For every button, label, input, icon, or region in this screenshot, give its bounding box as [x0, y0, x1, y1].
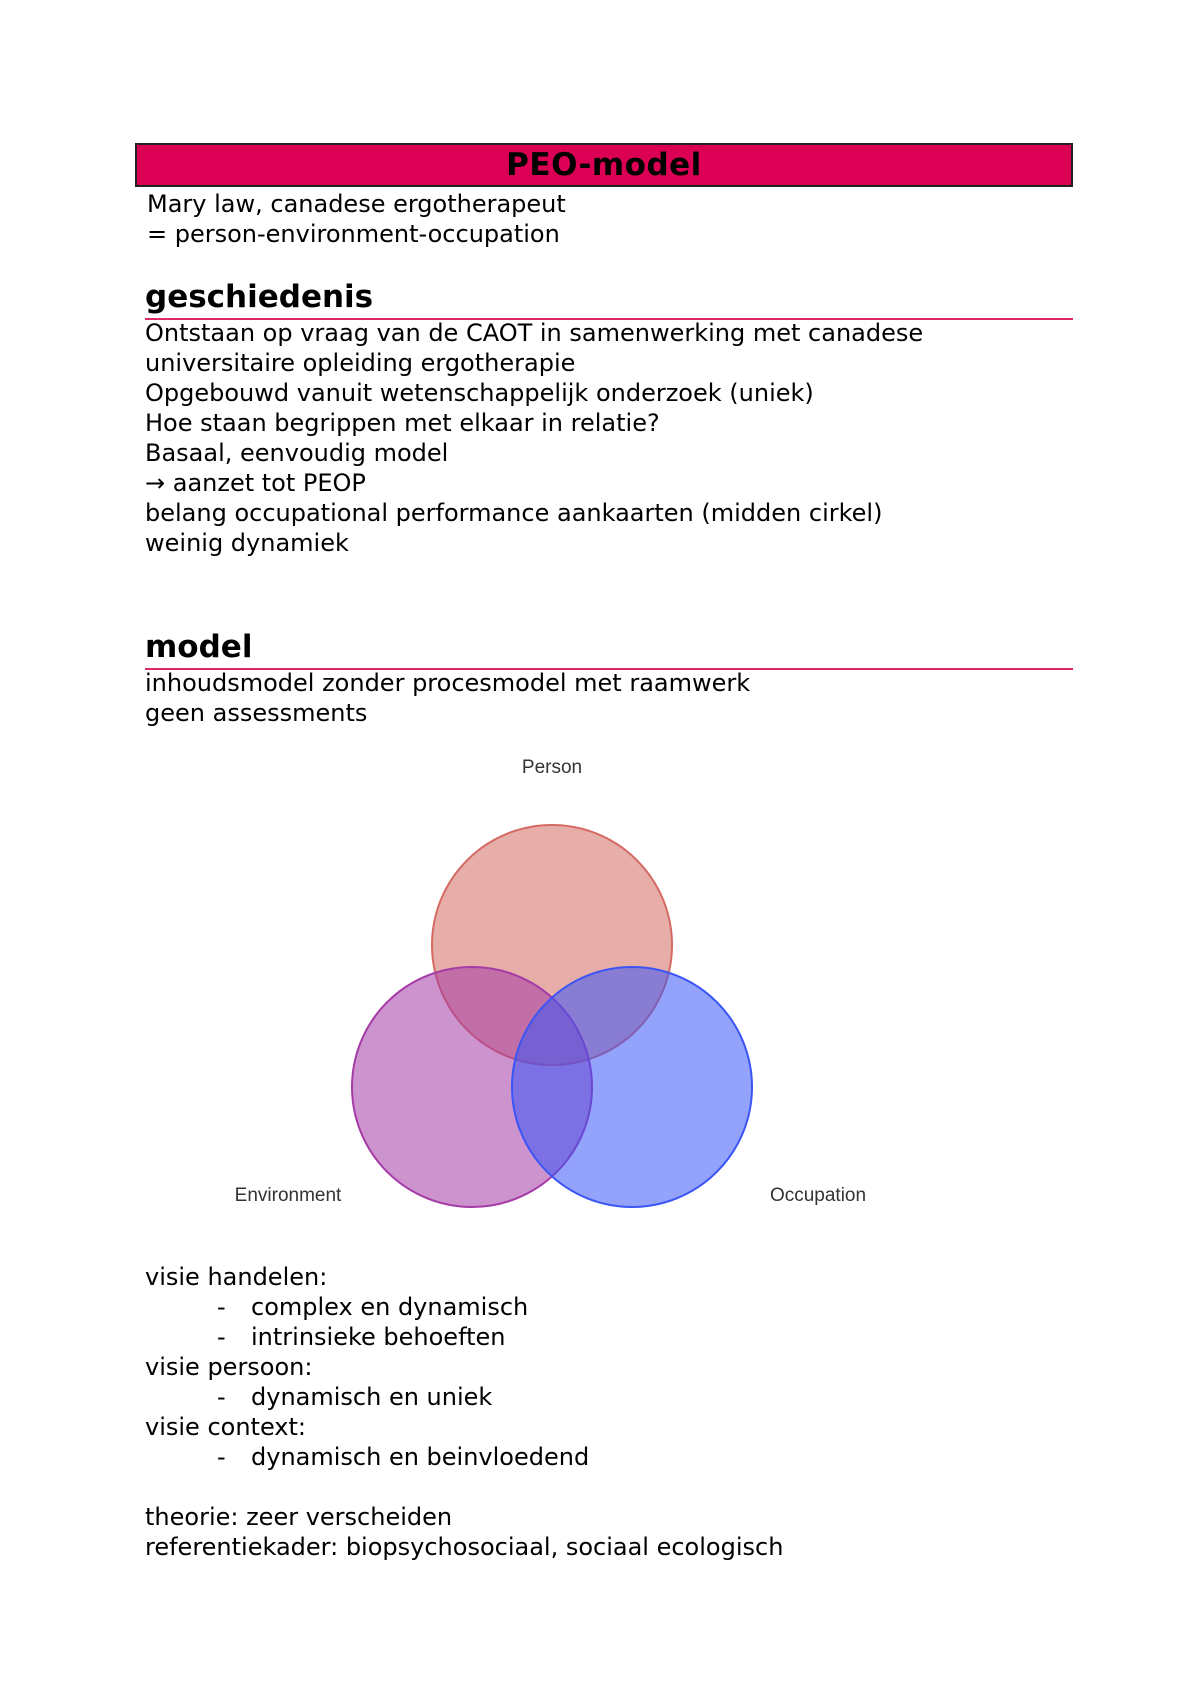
bullet-dash: - [217, 1443, 226, 1471]
vision-bullet [145, 1382, 783, 1412]
vision-bullet [145, 1442, 783, 1472]
history-line: Opgebouwd vanuit wetenschappelijk onderzoek (uniek) [145, 379, 814, 407]
title-bar [135, 143, 1073, 187]
occupation-label: Occupation [769, 1185, 867, 1206]
model-line: geen assessments [145, 699, 368, 727]
vision-label: visie persoon: [145, 1353, 313, 1381]
occupation-circle [512, 967, 752, 1207]
history-line: weinig dynamiek [145, 529, 349, 557]
history-line: Ontstaan op vraag van de CAOT in samenwerking met canadese [145, 319, 924, 347]
history-line: Hoe staan begrippen met elkaar in relatie? [145, 409, 660, 437]
model-text [145, 668, 750, 728]
section-heading-model: model [145, 628, 1073, 670]
history-text [145, 318, 923, 558]
reference-line: referentiekader: biopsychosociaal, sociaal ecologisch [145, 1533, 784, 1561]
peo-venn-diagram [210, 745, 910, 1225]
bullet-dash: - [217, 1293, 226, 1321]
page-title: PEO-model [506, 147, 702, 183]
intro-line: Mary law, canadese ergotherapeut [147, 190, 566, 218]
vision-bullet [145, 1292, 783, 1322]
bullet-text: complex en dynamisch [251, 1293, 529, 1321]
vision-label: visie handelen: [145, 1263, 328, 1291]
intro-block [147, 189, 566, 249]
bullet-text: intrinsieke behoeften [251, 1323, 506, 1351]
visions-text [145, 1262, 783, 1562]
vision-label: visie context: [145, 1413, 306, 1441]
intro-line: = person-environment-occupation [147, 220, 560, 248]
section-heading-geschiedenis: geschiedenis [145, 278, 1073, 320]
history-line: belang occupational performance aankaarten (midden cirkel) [145, 499, 883, 527]
history-line: universitaire opleiding ergotherapie [145, 349, 576, 377]
bullet-dash: - [217, 1323, 226, 1351]
history-line: Basaal, eenvoudig model [145, 439, 449, 467]
blank-line [145, 1472, 783, 1502]
person-label: Person [521, 757, 583, 778]
bullet-text: dynamisch en beinvloedend [251, 1443, 590, 1471]
bullet-dash: - [217, 1383, 226, 1411]
theory-line: theorie: zeer verscheiden [145, 1503, 453, 1531]
environment-label: Environment [234, 1185, 342, 1206]
model-line: inhoudsmodel zonder procesmodel met raamwerk [145, 669, 751, 697]
vision-bullet [145, 1322, 783, 1352]
history-line: → aanzet tot PEOP [145, 469, 366, 497]
bullet-text: dynamisch en uniek [251, 1383, 493, 1411]
